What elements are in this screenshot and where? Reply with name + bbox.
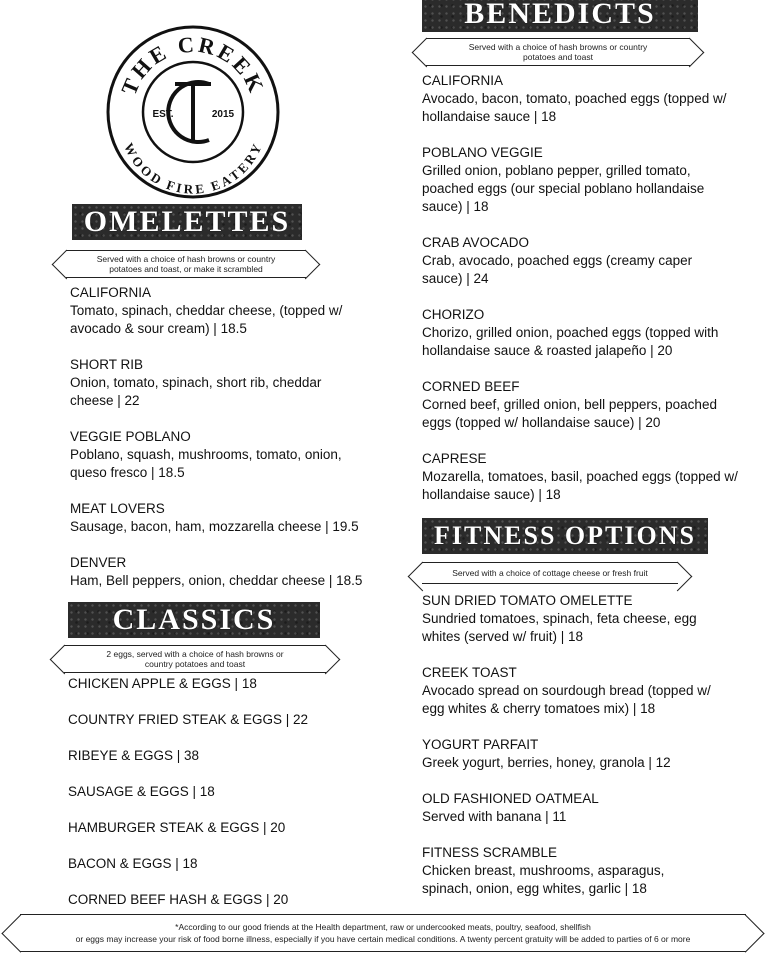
classics-note-line2: country potatoes and toast (144, 659, 246, 669)
classics-title: CLASSICS (112, 603, 276, 636)
classic-item: SAUSAGE & EGGS | 18 (68, 784, 215, 799)
benedict-item (422, 306, 752, 360)
fitness-note-line1: Served with a choice of cottage cheese or fresh fruit (452, 568, 648, 578)
item-name: DENVER (70, 555, 127, 570)
classics-note-line1: 2 eggs, served with a choice of hash browns or (106, 649, 284, 659)
logo-bottom-text: WOOD FIRE EATERY (121, 140, 265, 197)
fitness-item (422, 592, 722, 646)
classic-item: CORNED BEEF HASH & EGGS | 20 (68, 892, 289, 907)
omelettes-note-line2: potatoes and toast, or make it scrambled (109, 264, 263, 274)
fitness-item (422, 844, 682, 898)
classic-item: COUNTRY FRIED STEAK & EGGS | 22 (68, 712, 309, 727)
omelettes-note-line1: Served with a choice of hash browns or country (96, 254, 276, 264)
item-name: CHORIZO (422, 307, 485, 322)
item-desc: Ham, Bell peppers, onion, cheddar cheese | 18.5 (70, 573, 363, 588)
item-desc: Corned beef, grilled onion, bell peppers, poached eggs (topped w/ hollandaise sauce) | 20 (422, 397, 717, 430)
item-name: FITNESS SCRAMBLE (422, 845, 558, 860)
omelette-item (70, 554, 400, 590)
fitness-item (422, 664, 732, 718)
classic-item: CHICKEN APPLE & EGGS | 18 (68, 676, 257, 691)
omelettes-banner (72, 204, 302, 240)
item-desc: Sausage, bacon, ham, mozzarella cheese | 19.5 (70, 519, 359, 534)
item-name: POBLANO VEGGIE (422, 145, 543, 160)
svg-text:WOOD FIRE EATERY (121, 141, 265, 197)
item-desc: Chorizo, grilled onion, poached eggs (topped with hollandaise sauce & roasted jalapeño | 20 (422, 325, 719, 358)
omelette-item (70, 356, 350, 410)
classic-item: BACON & EGGS | 18 (68, 856, 198, 871)
item-desc: Sundried tomatoes, spinach, feta cheese, egg whites (served w/ fruit) | 18 (422, 611, 697, 644)
benedict-item (422, 450, 742, 504)
item-desc: Crab, avocado, poached eggs (creamy caper sauce) | 24 (422, 253, 693, 286)
item-desc: Avocado spread on sourdough bread (topped w/ egg whites & cherry tomatoes mix) | 18 (422, 683, 711, 716)
health-disclaimer (20, 914, 746, 952)
logo-est-label: EST. (152, 109, 174, 120)
restaurant-logo (105, 24, 281, 200)
omelettes-note (66, 250, 306, 278)
classic-item: HAMBURGER STEAK & EGGS | 20 (68, 820, 286, 835)
benedicts-note (426, 38, 690, 66)
fitness-title: FITNESS OPTIONS (434, 521, 696, 550)
fitness-item (422, 736, 742, 772)
item-desc: Chicken breast, mushrooms, asparagus, spinach, onion, egg whites, garlic | 18 (422, 863, 665, 896)
item-name: CRAB AVOCADO (422, 235, 530, 250)
item-name: MEAT LOVERS (70, 501, 165, 516)
item-desc: Greek yogurt, berries, honey, granola | 12 (422, 755, 671, 770)
item-desc: Grilled onion, poblano pepper, grilled tomato, poached eggs (our special poblano hollandaise sauce) | 18 (422, 163, 705, 214)
item-desc: Tomato, spinach, cheddar cheese, (topped w/ avocado & sour cream) | 18.5 (70, 303, 343, 336)
omelette-item (70, 500, 390, 536)
item-desc: Onion, tomato, spinach, short rib, cheddar cheese | 22 (70, 375, 322, 408)
benedict-item (422, 72, 752, 126)
item-desc: Avocado, bacon, tomato, poached eggs (topped w/ hollandaise sauce | 18 (422, 91, 727, 124)
item-name: YOGURT PARFAIT (422, 737, 539, 752)
item-name: CORNED BEEF (422, 379, 520, 394)
disclaimer-line2: or eggs may increase your risk of food borne illness, especially if you have certain medical conditions. A twenty percent gratuity will be added to parties of 6 or more (75, 934, 691, 944)
logo-year: 2015 (211, 109, 235, 120)
benedict-item (422, 144, 732, 216)
item-name: CALIFORNIA (422, 73, 504, 88)
benedict-item (422, 378, 742, 432)
item-name: CAPRESE (422, 451, 487, 466)
classics-note (64, 645, 326, 673)
classics-banner (68, 602, 320, 638)
disclaimer-line1: *According to our good friends at the Health department, raw or undercooked meats, poultry, seafood, shellfish (175, 922, 591, 932)
item-name: CREEK TOAST (422, 665, 517, 680)
benedict-item (422, 234, 722, 288)
item-name: OLD FASHIONED OATMEAL (422, 791, 599, 806)
item-name: SHORT RIB (70, 357, 144, 372)
logo-top-text: THE CREEK (115, 31, 271, 99)
omelette-item (70, 428, 360, 482)
item-desc: Served with banana | 11 (422, 809, 567, 824)
fitness-banner (422, 518, 708, 554)
item-name: VEGGIE POBLANO (70, 429, 191, 444)
benedicts-title: BENEDICTS (464, 0, 656, 30)
omelettes-title: OMELETTES (83, 205, 291, 238)
omelette-item (70, 284, 370, 338)
fitness-item (422, 790, 742, 826)
benedicts-note-line1: Served with a choice of hash browns or country (468, 42, 648, 52)
item-name: CALIFORNIA (70, 285, 152, 300)
monogram-c-mark (168, 82, 209, 142)
item-desc: Poblano, squash, mushrooms, tomato, onion, queso fresco | 18.5 (70, 447, 342, 480)
benedicts-banner (422, 0, 698, 32)
item-desc: Mozarella, tomatoes, basil, poached eggs (topped w/ hollandaise sauce) | 18 (422, 469, 738, 502)
benedicts-note-line2: potatoes and toast (523, 52, 593, 62)
item-name: SUN DRIED TOMATO OMELETTE (422, 593, 633, 608)
fitness-note (422, 562, 678, 584)
classic-item: RIBEYE & EGGS | 38 (68, 748, 200, 763)
